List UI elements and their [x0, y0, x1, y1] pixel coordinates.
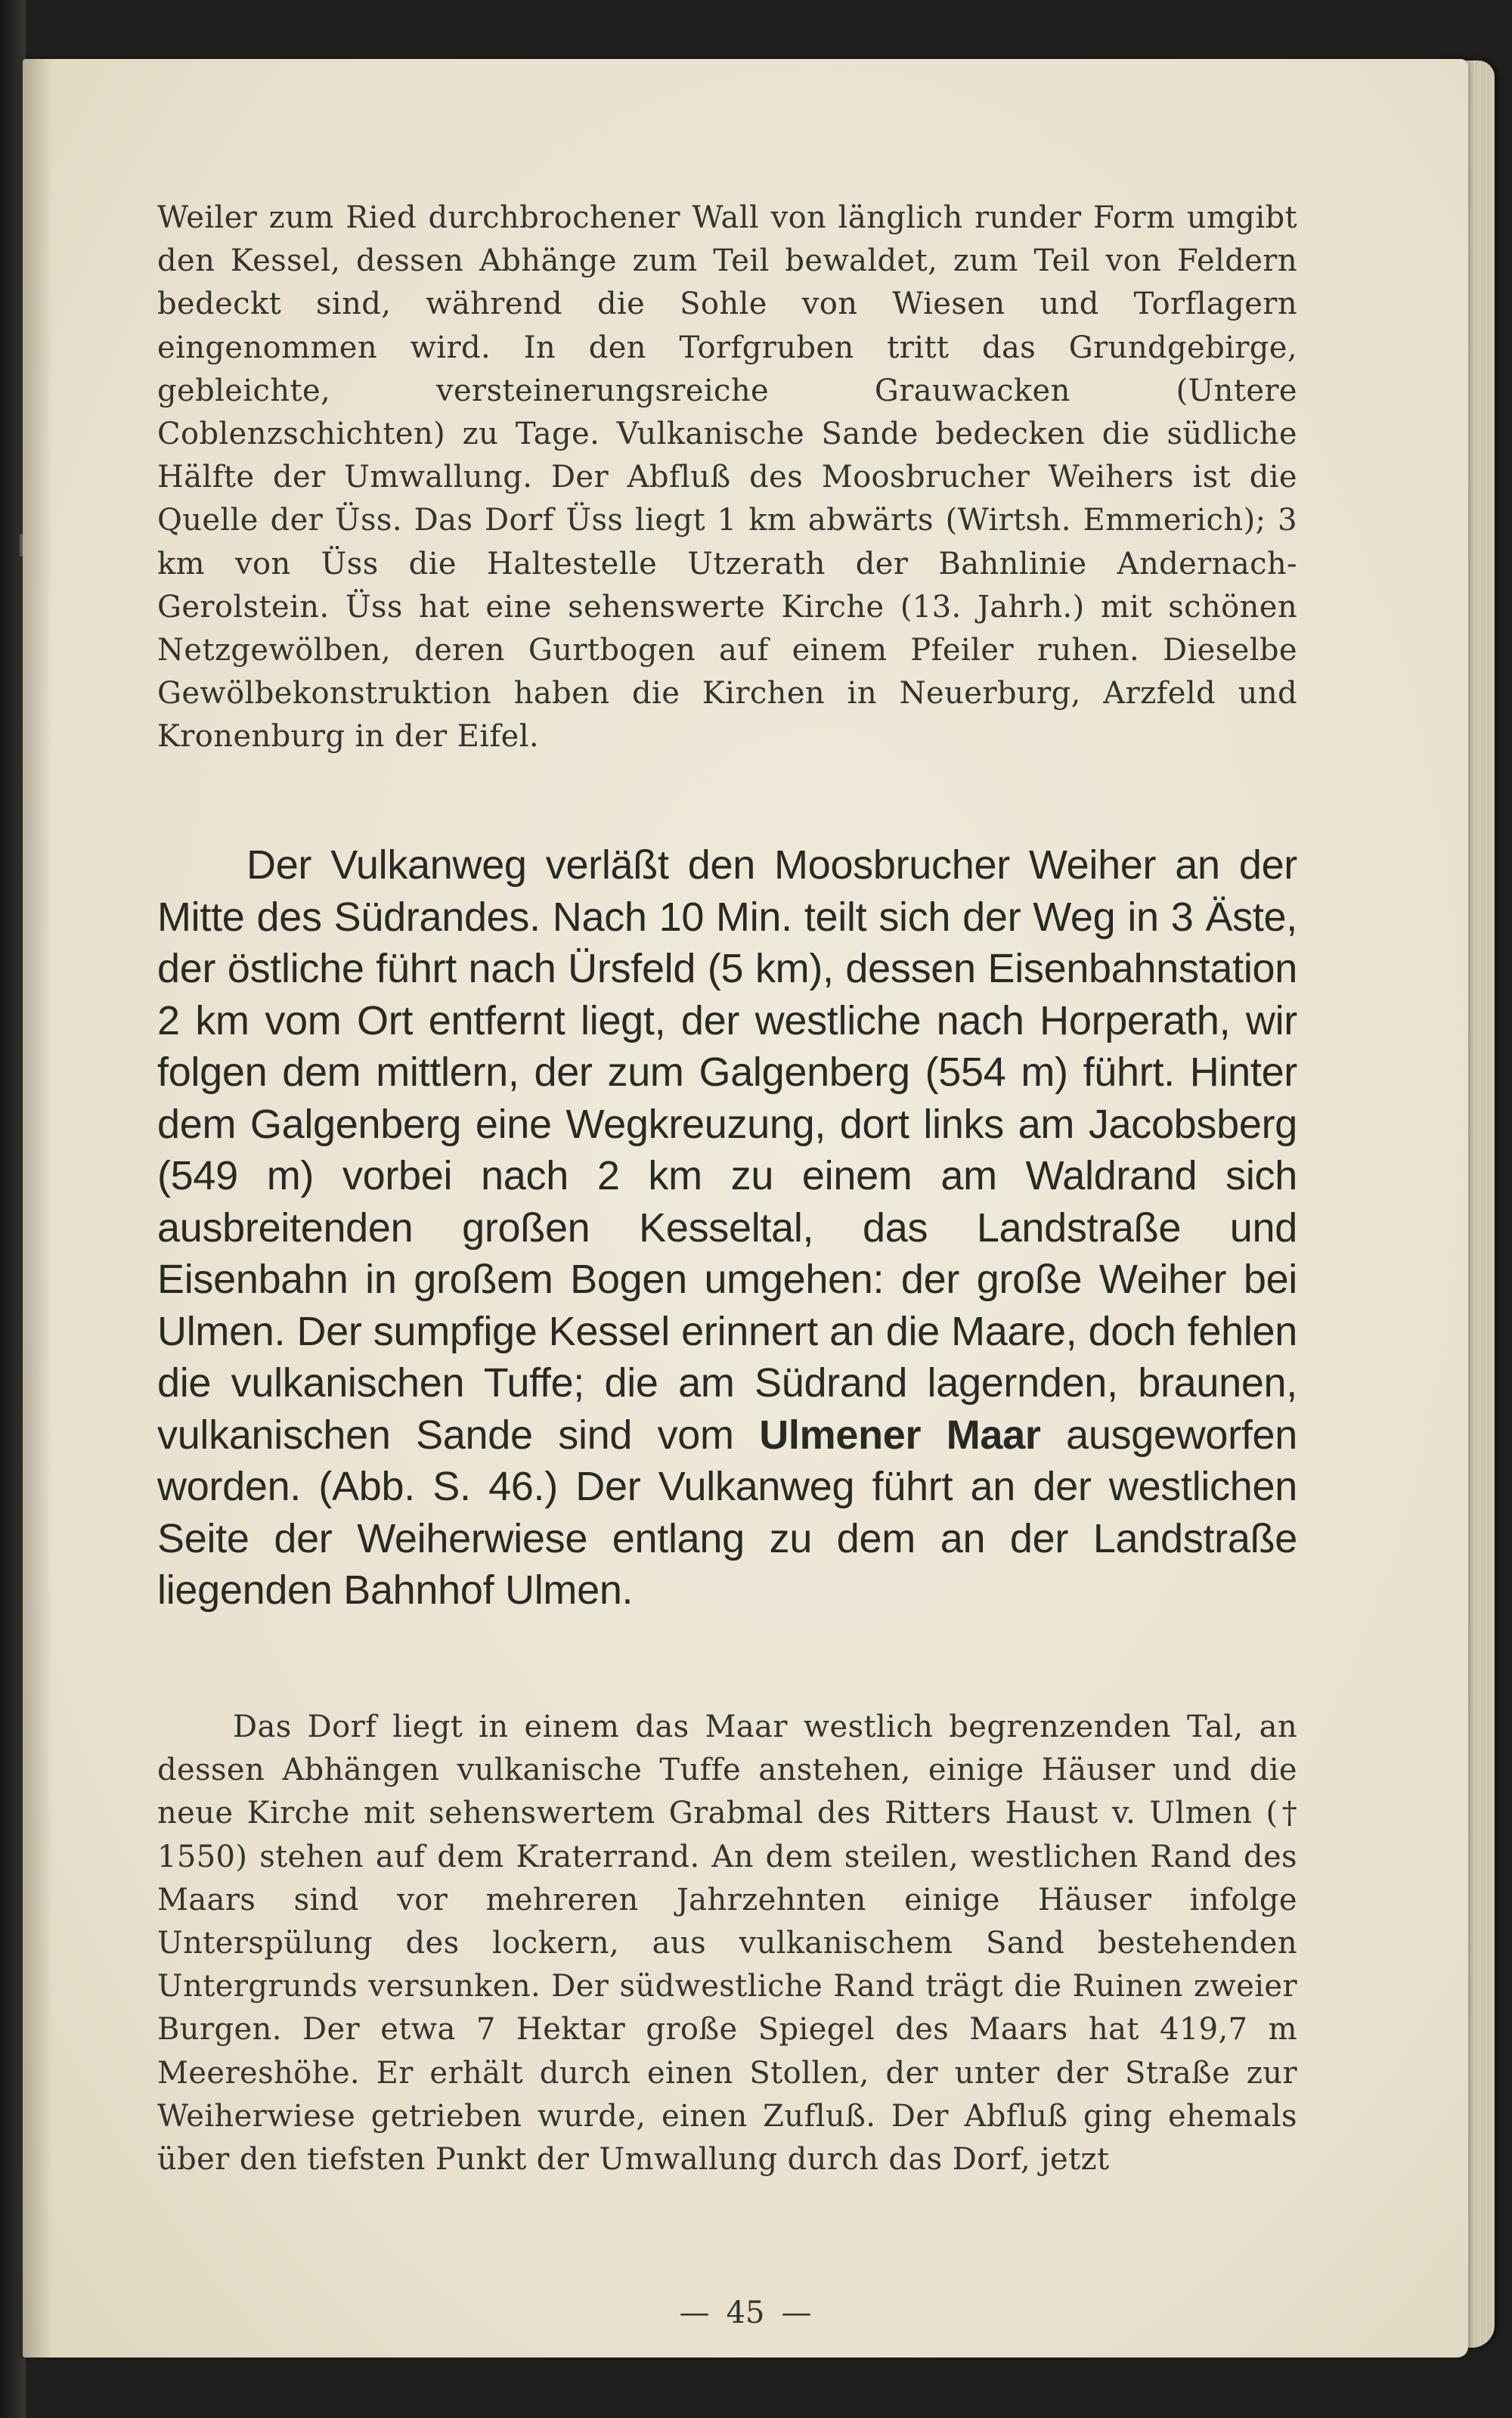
page-number-dash-left: —: [679, 2296, 710, 2330]
paragraph-vulkanweg-text: Der Vulkanweg verläßt den Moosbrucher Weiher an der Mitte des Südrandes. Nach 10 Min. teilt sich der Weg in 3 Äste, der östliche führt nach Ürsfeld (5 km), dessen Eisenbahnstation 2 km vom Ort entfernt liegt, der westliche nach Horperath, wir folgen dem mittlern, der zum Galgenberg (554 m) führt. Hinter dem Galgenberg eine Wegkreuzung, dort links am Jacobsberg (549 m) vorbei nach 2 km zu einem am Waldrand sich ausbreitenden großen Kesseltal, das Landstraße und Eisenbahn in großem Bogen umgehen: der große Weiher bei Ulmen. Der sumpfige Kessel erinnert an die Maare, doch fehlen die vulkanischen Tuffe; die am Südrand lagernden, braunen, vulkanischen Sande sind vom: [157, 842, 1297, 1458]
page-number-dash-right: —: [781, 2296, 812, 2330]
ulmener-maar-term: Ulmener Maar: [759, 1412, 1041, 1458]
book-binding-edge: [0, 0, 26, 2418]
paragraph-vulkanweg-text-end: ausgeworfen worden. (Abb. S. 46.) Der Vulkanweg führt an der westlichen Seite der Weiherwiese entlang zu dem an der Landstraße liegenden Bahnhof Ulmen.: [157, 1412, 1298, 1613]
paragraph-weiler: Weiler zum Ried durchbrochener Wall von länglich runder Form umgibt den Kessel, dessen Abhänge zum Teil bewaldet, zum Teil von Feldern bedeckt sind, während die Sohle von Wiesen und Torflagern eingenommen wird. In den Torfgruben tritt das Grundgebirge, gebleichte, versteinerungsreiche Grauwacken (Untere Coblenzschichten) zu Tage. Vulkanische Sande bedecken die südliche Hälfte der Umwallung. Der Abfluß des Moosbrucher Weihers ist die Quelle der Üss. Das Dorf Üss liegt 1 km abwärts (Wirtsh. Emmerich); 3 km von Üss die Haltestelle Utzerath der Bahnlinie Andernach-Gerolstein. Üss hat eine sehenswerte Kirche (13. Jahrh.) mit schönen Netzgewölben, deren Gurtbogen auf einem Pfeiler ruhen. Dieselbe Gewölbekonstruktion haben die Kirchen in Neuerburg, Arzfeld und Kronenburg in der Eifel.: [157, 200, 1297, 755]
page-number: [23, 2296, 1468, 2330]
margin-mark: [20, 534, 23, 556]
book-page: [23, 59, 1468, 2358]
paragraph-dorf: Das Dorf liegt in einem das Maar westlich begrenzenden Tal, an dessen Abhängen vulkanische Tuffe anstehen, einige Häuser und die neue Kirche mit sehenswertem Grabmal des Ritters Haust v. Ulmen († 1550) stehen auf dem Kraterrand. An dem steilen, westlichen Rand des Maars sind vor mehreren Jahrzehnten einige Häuser infolge Unterspülung des lockern, aus vulkanischem Sand bestehenden Untergrunds versunken. Der südwestliche Rand trägt die Ruinen zweier Burgen. Der etwa 7 Hektar große Spiegel des Maars hat 419,7 m Meereshöhe. Er erhält durch einen Stollen, der unter der Straße zur Weiherwiese getrieben wurde, einen Zufluß. Der Abfluß ging ehemals über den tiefsten Punkt der Umwallung durch das Dorf, jetzt: [157, 1710, 1297, 2178]
paragraph-vulkanweg: [157, 839, 1297, 1617]
page-number-value: 45: [726, 2296, 765, 2330]
